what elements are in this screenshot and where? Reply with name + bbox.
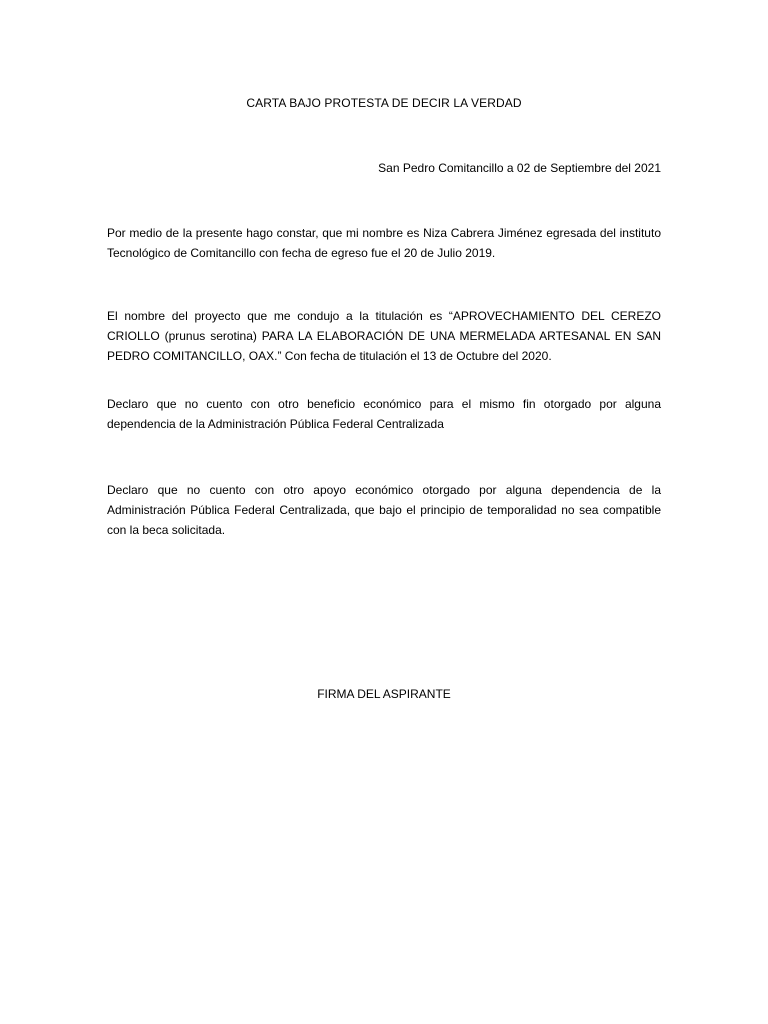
paragraph-identity: Por medio de la presente hago constar, que mi nombre es Niza Cabrera Jiménez egresada del instituto Tecnológico de Comitancillo con fecha de egreso fue el 20 de Julio 2019. xyxy=(107,226,661,260)
place-date: San Pedro Comitancillo a 02 de Septiembre del 2021 xyxy=(378,161,661,175)
document-title: CARTA BAJO PROTESTA DE DECIR LA VERDAD xyxy=(246,96,522,110)
paragraph-support-declaration: Declaro que no cuento con otro apoyo económico otorgado por alguna dependencia de la Administración Pública Federal Centralizada, que bajo el principio de temporalidad no sea compatible con la beca solicitada. xyxy=(107,483,661,537)
paragraph-benefit-declaration: Declaro que no cuento con otro beneficio económico para el mismo fin otorgado por alguna dependencia de la Administración Pública Federal Centralizada xyxy=(107,397,661,431)
paragraph-project: El nombre del proyecto que me condujo a la titulación es “APROVECHAMIENTO DEL CEREZO CRIOLLO (prunus serotina) PARA LA ELABORACIÓN DE UNA MERMELADA ARTESANAL EN SAN PEDRO COMITANCILLO, OAX.” Con fecha de titulación el 13 de Octubre del 2020. xyxy=(107,309,661,363)
signature-label: FIRMA DEL ASPIRANTE xyxy=(317,687,451,701)
